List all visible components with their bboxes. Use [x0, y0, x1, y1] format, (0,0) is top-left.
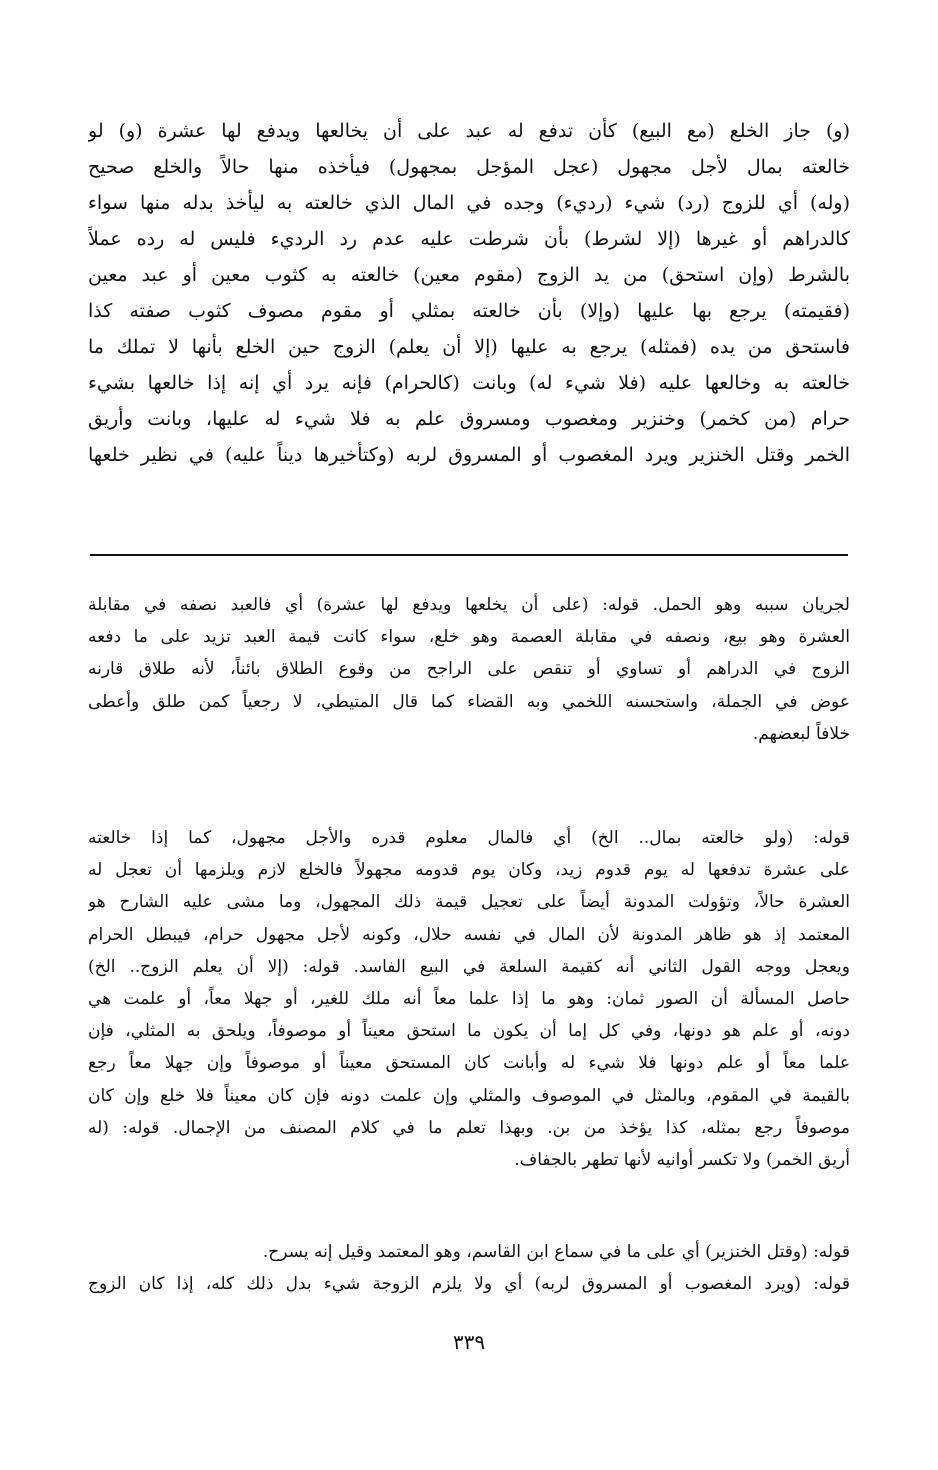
page-number: ٣٣٩: [452, 1330, 486, 1354]
footnote-line: دونه، أو علم هو دونها، وفي كل إما أن يكون ما استحق معيناً أو موصوفاً، ويلحق به المثلي، فإن: [88, 1021, 850, 1042]
footnote-line: علما معاً أو علم دونها فلا شيء له وأبانت كان المستحق معيناً أو موصوفاً وإن جهلا معاً رجع: [88, 1053, 850, 1074]
footnote-line: بالقيمة في المقوم، وبالمثل في الموصوف والمثلي وإن علمت دونه فإن كان معيناً فلا خلع وإن كان: [88, 1085, 850, 1106]
main-text-line: الخمر وقتل الخنزير ويرد المغصوب أو المسروق لربه (وكتأخيرها ديناً عليه) في نظير خلعها: [88, 444, 850, 466]
main-text-line: بالشرط (وإن استحق) من يد الزوج (مقوم معين) خالعته به كثوب معين أو عبد معين: [88, 264, 850, 286]
main-text: [88, 113, 850, 473]
main-text-line: (فقيمته) يرجع بها عليها (وإلا) بأن خالعته بمثلي أو مقوم مصوف كثوب صفته كذا: [88, 300, 850, 322]
footnote-line: العشرة وهو بيع، ونصفه في مقابلة العصمة وهو خلع، سواء كانت قيمة العبد تزيد على ما دفعه: [88, 627, 850, 648]
footnote-line: خلافاً لبعضهم.: [752, 723, 850, 744]
main-text-line: (و) جاز الخلع (مع البيع) كأن تدفع له عبد على أن يخالعها ويدفع لها عشرة (و) لو: [88, 120, 850, 142]
footnote-line: قوله: (ولو خالعته بمال.. الخ) أي فالمال معلوم قدره والأجل مجهول، كما إذا خالعته: [88, 828, 850, 848]
main-text-line: خالعته به وخالعها عليه (فلا شيء له) وبانت (كالحرام) فإنه يرد أي إنه إذا خالعها بشيء: [88, 372, 850, 394]
footnote-line: قوله: (ويرد المغصوب أو المسروق لربه) أي ولا يلزم الزوجة شيء بدل ذلك كله، إذا كان الزوج: [88, 1274, 850, 1295]
footnote-line: موصوفاً رجع بمثله، كذا يؤخذ من بن. وبهذا تعلم ما في كلام المصنف من الإجمال. قوله: (له: [88, 1117, 850, 1138]
footnote-para-3: [88, 1236, 850, 1300]
footnote-line: العشرة حالاً، وتؤولت المدونة أيضاً على تعجيل قيمة ذلك المجهول، وما مشى عليه الشارح هو: [88, 892, 850, 913]
footnote-line: ويعجل ووجه القول الثاني أنه كقيمة السلعة في البيع الفاسد. قوله: (إلا أن يعلم الزوج.. الخ): [88, 956, 850, 977]
main-text-line: حرام (من كخمر) وخنزير ومغصوب ومسروق علم به فلا شيء له عليها، وبانت وأريق: [88, 408, 850, 430]
footnote-line: عوض في الجملة، واستحسنه اللخمي وبه القضاء كما قال المتيطي، لا رجعياً كمن طلق وأعطى: [88, 691, 850, 712]
main-text-line: خالعته بمال لأجل مجهول (عجل المؤجل بمجهول) فيأخذه منها حالاً والخلع صحيح: [88, 156, 850, 178]
footnote-para-1: [88, 589, 850, 750]
footnote-line: قوله: (وقتل الخنزير) أي على ما في سماع ابن القاسم، وهو المعتمد وقيل إنه يسرح.: [262, 1242, 850, 1262]
main-text-line: (وله) أي للزوج (رد) شيء (رديء) وجده في المال الذي خالعته به ليأخذ بدله منها سواء: [88, 192, 850, 214]
footnote-line: الزوج في الدراهم أو تساوي أو تنقص على الراجح من وقوع الطلاق بائناً، لأنه طلاق قارنه: [88, 659, 850, 680]
footnote-separator: [90, 554, 848, 556]
footnote-para-2: [88, 822, 850, 1176]
main-text-line: كالدراهم أو غيرها (إلا لشرط) بأن شرطت عليه عدم رد الرديء فليس له رده عملاً: [88, 228, 850, 250]
footnote-line: على عشرة تدفعها له يوم قدوم زيد، وكان يوم قدومه مجهولاً فالخلع لازم ويلزمها أن تعجل له: [88, 860, 850, 881]
footnote-line: حاصل المسألة أن الصور ثمان: وهو ما إذا علما معاً أنه ملك للغير، أو جهلا معاً، أو علمت هي: [88, 988, 850, 1009]
footnote-line: أريق الخمر) ولا تكسر أوانيه لأنها تطهر بالجفاف.: [514, 1149, 850, 1170]
main-text-line: فاستحق من يده (فمثله) يرجع به عليها (إلا أن يعلم) الزوج حين الخلع بأنها لا تملك ما: [88, 336, 850, 358]
footnote-line: المعتمد إذ هو ظاهر المدونة لأن المال في نفسه حلال، وكونه لأجل مجهول حرام، فيبطل الحرام: [88, 924, 850, 945]
footnote-line: لجريان سببه وهو الحمل. قوله: (على أن يخلعها ويدفع لها عشرة) أي فالعبد نصفه في مقابلة: [88, 595, 850, 615]
